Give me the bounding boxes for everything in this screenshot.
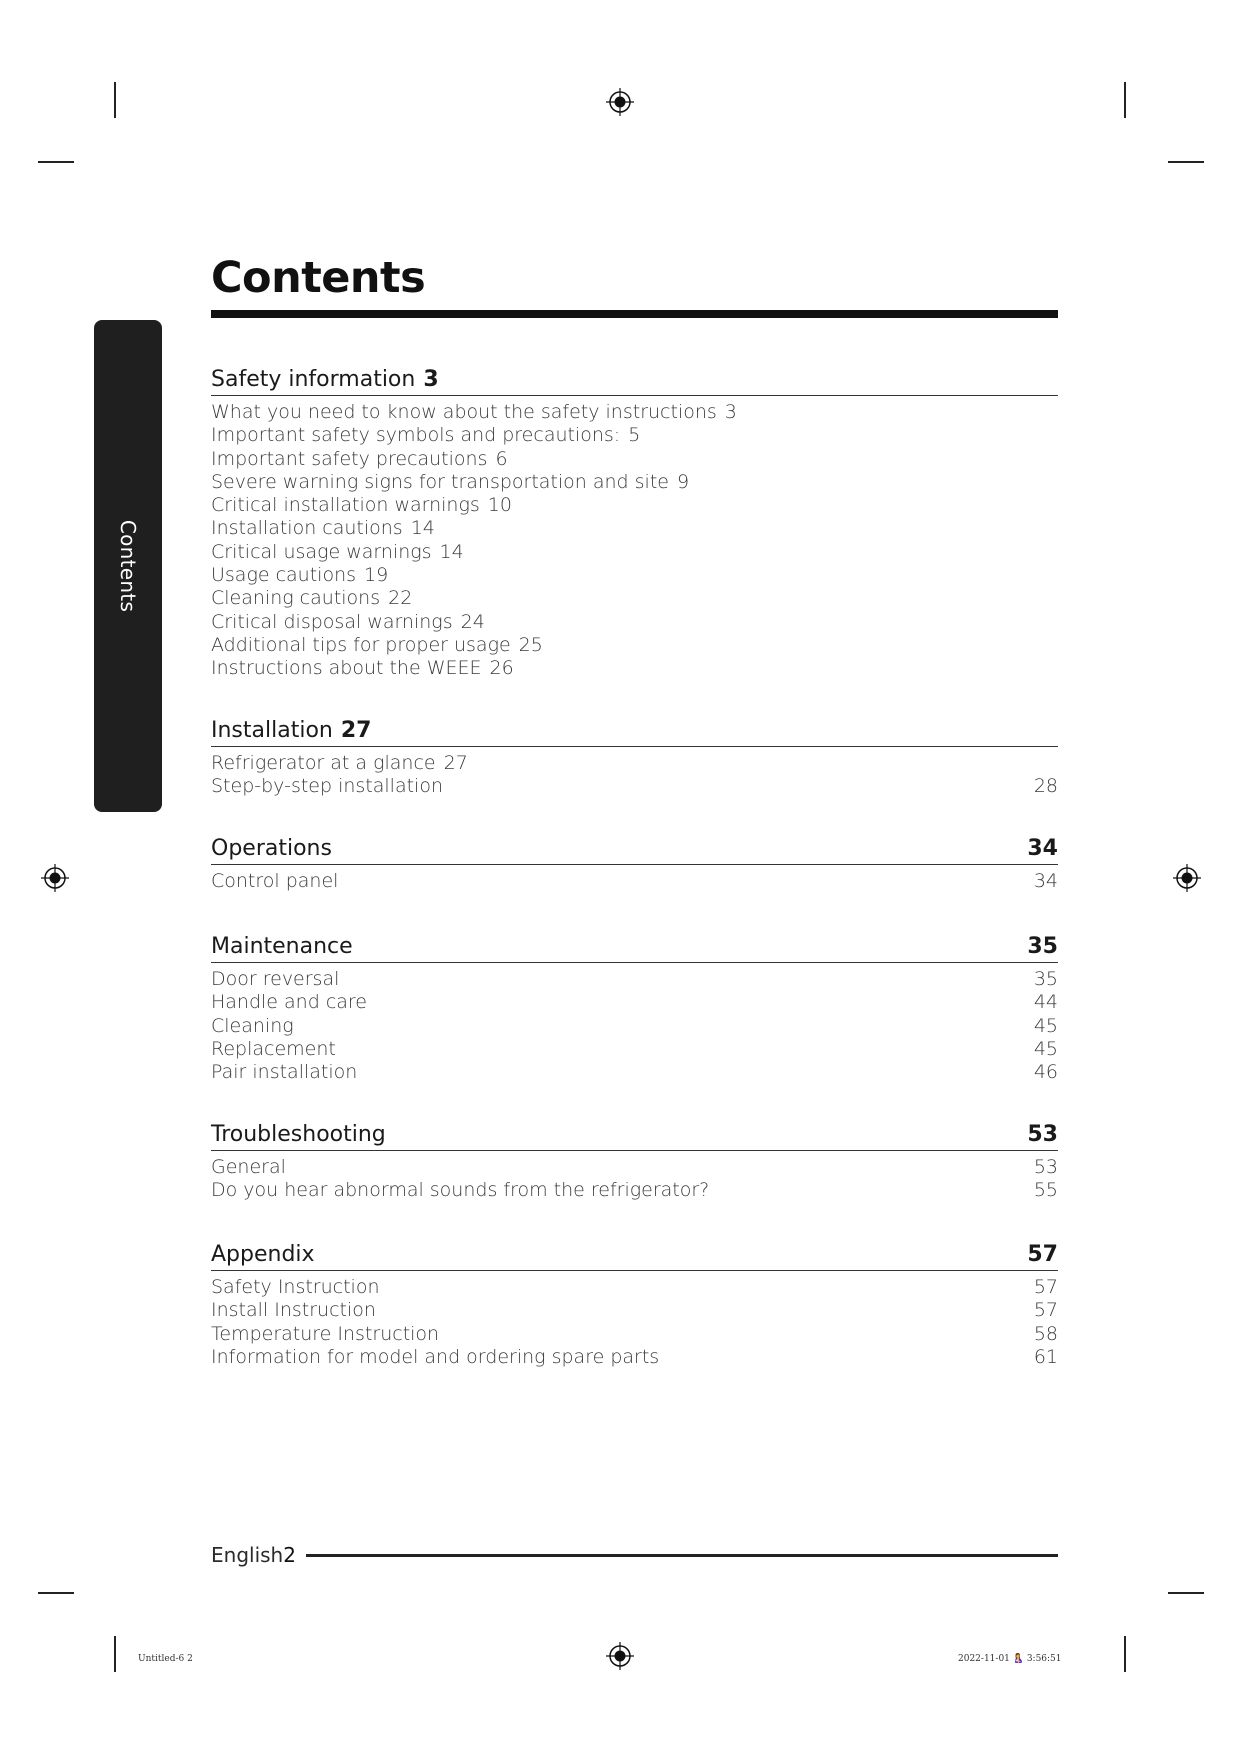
section-title bbox=[211, 934, 353, 959]
entry-page-number: 26 bbox=[489, 657, 514, 680]
crop-mark bbox=[114, 1636, 116, 1672]
entry-page-number: 61 bbox=[1033, 1345, 1058, 1368]
section-heading[interactable] bbox=[211, 831, 1058, 865]
toc-entry[interactable] bbox=[211, 517, 1058, 540]
entry-text: Replacement bbox=[211, 1037, 336, 1060]
entry-page-number: 34 bbox=[1033, 870, 1058, 892]
entry-list bbox=[211, 752, 1058, 799]
entry-label bbox=[211, 1276, 380, 1299]
section-page-number: 34 bbox=[1027, 836, 1058, 861]
entry-page-number: 44 bbox=[1033, 991, 1058, 1014]
entry-text: Critical usage warnings bbox=[211, 540, 432, 563]
entry-page-number: 24 bbox=[460, 610, 485, 633]
entry-text: Door reversal bbox=[211, 968, 340, 990]
toc-entry[interactable] bbox=[211, 775, 1058, 798]
toc-section bbox=[211, 1117, 1058, 1203]
section-heading[interactable] bbox=[211, 929, 1058, 963]
entry-label bbox=[211, 424, 640, 447]
entry-page-number: 58 bbox=[1033, 1322, 1058, 1345]
entry-text: Critical disposal warnings bbox=[211, 610, 453, 633]
section-title bbox=[211, 367, 439, 392]
entry-text: Handle and care bbox=[211, 991, 367, 1014]
entry-label bbox=[211, 1061, 357, 1084]
crop-mark bbox=[38, 161, 74, 163]
toc-entry[interactable] bbox=[211, 424, 1058, 447]
entry-list bbox=[211, 401, 1058, 681]
entry-label bbox=[211, 587, 412, 610]
entry-page-number: 25 bbox=[518, 633, 543, 656]
toc-entry[interactable] bbox=[211, 541, 1058, 564]
entry-text: Instructions about the WEEE bbox=[211, 657, 482, 680]
toc-entry[interactable] bbox=[211, 1156, 1058, 1179]
section-title bbox=[211, 718, 371, 743]
entry-page-number: 28 bbox=[1033, 775, 1058, 798]
section-title-text: Appendix bbox=[211, 1242, 315, 1267]
registration-mark-icon bbox=[605, 87, 635, 117]
toc-entry[interactable] bbox=[211, 471, 1058, 494]
entry-label bbox=[211, 611, 485, 634]
toc-entry[interactable] bbox=[211, 401, 1058, 424]
entry-text: Information for model and ordering spare parts bbox=[211, 1345, 660, 1368]
entry-page-number: 57 bbox=[1033, 1276, 1058, 1298]
entry-text: Pair installation bbox=[211, 1061, 358, 1084]
entry-label bbox=[211, 401, 737, 424]
entry-label bbox=[211, 1038, 336, 1061]
entry-text: Severe warning signs for transportation and site bbox=[211, 470, 669, 493]
toc-entry[interactable] bbox=[211, 657, 1058, 680]
entry-list bbox=[211, 968, 1058, 1084]
toc-entry[interactable] bbox=[211, 1346, 1058, 1369]
crop-mark bbox=[1124, 1636, 1126, 1672]
entry-text: Cleaning cautions bbox=[211, 587, 381, 610]
entry-label bbox=[211, 471, 689, 494]
section-heading[interactable] bbox=[211, 1237, 1058, 1271]
toc-entry[interactable] bbox=[211, 752, 1058, 775]
toc-entry[interactable] bbox=[211, 1323, 1058, 1346]
section-title-text: Maintenance bbox=[211, 934, 353, 959]
print-file-info: Untitled-6 2 bbox=[138, 1654, 193, 1664]
entry-label bbox=[211, 657, 514, 680]
entry-text: Additional tips for proper usage bbox=[211, 633, 511, 656]
section-page-number: 3 bbox=[423, 367, 439, 392]
entry-text: Step-by-step installation bbox=[211, 775, 443, 798]
section-title bbox=[211, 836, 332, 861]
crop-mark bbox=[1168, 1592, 1204, 1594]
entry-text: Do you hear abnormal sounds from the refrigerator? bbox=[211, 1179, 710, 1202]
registration-mark-icon bbox=[1172, 863, 1202, 893]
entry-text: Refrigerator at a glance bbox=[211, 752, 436, 774]
entry-label bbox=[211, 1015, 294, 1038]
entry-label bbox=[211, 1179, 709, 1202]
entry-label bbox=[211, 1346, 659, 1369]
toc-entry[interactable] bbox=[211, 564, 1058, 587]
entry-text: Important safety precautions bbox=[211, 447, 488, 470]
page-footer bbox=[211, 1543, 1058, 1567]
entry-page-number: 55 bbox=[1033, 1179, 1058, 1202]
entry-list bbox=[211, 870, 1058, 893]
entry-list bbox=[211, 1276, 1058, 1369]
page-title: Contents bbox=[211, 253, 426, 303]
section-heading[interactable] bbox=[211, 713, 1058, 747]
entry-text: Control panel bbox=[211, 870, 339, 892]
section-title bbox=[211, 1242, 315, 1267]
toc-entry[interactable] bbox=[211, 1015, 1058, 1038]
entry-page-number: 14 bbox=[439, 540, 464, 563]
footer-page-number: 2 bbox=[283, 1543, 296, 1567]
entry-label bbox=[211, 634, 543, 657]
section-title bbox=[211, 1122, 386, 1147]
entry-text: What you need to know about the safety instructions bbox=[211, 401, 717, 423]
entry-page-number: 5 bbox=[628, 424, 641, 447]
crop-mark bbox=[38, 1592, 74, 1594]
toc-section bbox=[211, 713, 1058, 799]
entry-label bbox=[211, 752, 468, 775]
entry-page-number: 27 bbox=[443, 752, 468, 774]
toc-entry[interactable] bbox=[211, 494, 1058, 517]
entry-text: General bbox=[211, 1156, 286, 1178]
entry-label bbox=[211, 1323, 439, 1346]
entry-page-number: 10 bbox=[487, 494, 512, 517]
entry-page-number: 46 bbox=[1033, 1061, 1058, 1084]
entry-page-number: 53 bbox=[1033, 1156, 1058, 1178]
entry-page-number: 45 bbox=[1033, 1014, 1058, 1037]
toc-entry[interactable] bbox=[211, 1179, 1058, 1202]
toc-section bbox=[211, 362, 1058, 681]
entry-page-number: 3 bbox=[724, 401, 737, 423]
toc-entry[interactable] bbox=[211, 1276, 1058, 1299]
section-page-number: 27 bbox=[340, 718, 372, 743]
section-title-text: Safety information bbox=[211, 367, 416, 392]
entry-page-number: 45 bbox=[1033, 1037, 1058, 1060]
entry-label bbox=[211, 564, 388, 587]
toc-entry[interactable] bbox=[211, 587, 1058, 610]
footer-rule bbox=[306, 1554, 1058, 1557]
entry-page-number: 57 bbox=[1033, 1299, 1058, 1322]
toc-entry[interactable] bbox=[211, 1299, 1058, 1322]
registration-mark-icon bbox=[40, 863, 70, 893]
entry-text: Usage cautions bbox=[211, 564, 357, 587]
section-heading[interactable] bbox=[211, 1117, 1058, 1151]
side-tab-label: Contents bbox=[116, 519, 140, 613]
toc-entry[interactable] bbox=[211, 634, 1058, 657]
toc-entry[interactable] bbox=[211, 611, 1058, 634]
entry-page-number: 6 bbox=[495, 447, 508, 470]
entry-label bbox=[211, 517, 435, 540]
crop-mark bbox=[1168, 161, 1204, 163]
footer-language: English bbox=[211, 1543, 284, 1567]
entry-text: Temperature Instruction bbox=[211, 1322, 440, 1345]
entry-label bbox=[211, 775, 443, 798]
crop-mark bbox=[114, 82, 116, 118]
toc-entry[interactable] bbox=[211, 1061, 1058, 1084]
print-timestamp: 2022-11-01 🤱 3:56:51 bbox=[958, 1654, 1062, 1664]
entry-label bbox=[211, 494, 512, 517]
section-title-text: Operations bbox=[211, 836, 332, 861]
section-page-number: 35 bbox=[1027, 934, 1058, 959]
entry-page-number: 22 bbox=[388, 587, 413, 610]
entry-label bbox=[211, 1156, 286, 1179]
entry-text: Install Instruction bbox=[211, 1299, 376, 1322]
toc-entry[interactable] bbox=[211, 991, 1058, 1014]
toc-entry[interactable] bbox=[211, 968, 1058, 991]
entry-page-number: 9 bbox=[676, 470, 690, 493]
entry-label bbox=[211, 968, 339, 991]
entry-label bbox=[211, 991, 367, 1014]
entry-text: Critical installation warnings bbox=[211, 494, 480, 517]
entry-page-number: 14 bbox=[410, 517, 435, 540]
entry-list bbox=[211, 1156, 1058, 1203]
toc-section bbox=[211, 929, 1058, 1084]
toc-entry[interactable] bbox=[211, 870, 1058, 893]
entry-page-number: 19 bbox=[364, 564, 389, 587]
entry-label bbox=[211, 870, 338, 893]
entry-text: Installation cautions bbox=[211, 517, 403, 540]
side-tab bbox=[94, 320, 162, 812]
entry-label bbox=[211, 448, 508, 471]
toc-entry[interactable] bbox=[211, 1038, 1058, 1061]
entry-page-number: 35 bbox=[1033, 968, 1058, 990]
section-page-number: 57 bbox=[1027, 1242, 1058, 1267]
section-title-text: Installation bbox=[211, 718, 333, 743]
title-rule bbox=[211, 310, 1058, 318]
toc-entry[interactable] bbox=[211, 448, 1058, 471]
crop-mark bbox=[1124, 82, 1126, 118]
entry-label bbox=[211, 1299, 376, 1322]
toc-section bbox=[211, 1237, 1058, 1369]
entry-text: Safety Instruction bbox=[211, 1276, 380, 1298]
section-heading[interactable] bbox=[211, 362, 1058, 396]
entry-text: Cleaning bbox=[211, 1014, 294, 1037]
registration-mark-icon bbox=[605, 1641, 635, 1671]
toc-section bbox=[211, 831, 1058, 893]
section-page-number: 53 bbox=[1027, 1122, 1058, 1147]
entry-text: Important safety symbols and precautions: bbox=[211, 424, 621, 447]
entry-label bbox=[211, 541, 464, 564]
section-title-text: Troubleshooting bbox=[211, 1122, 386, 1147]
